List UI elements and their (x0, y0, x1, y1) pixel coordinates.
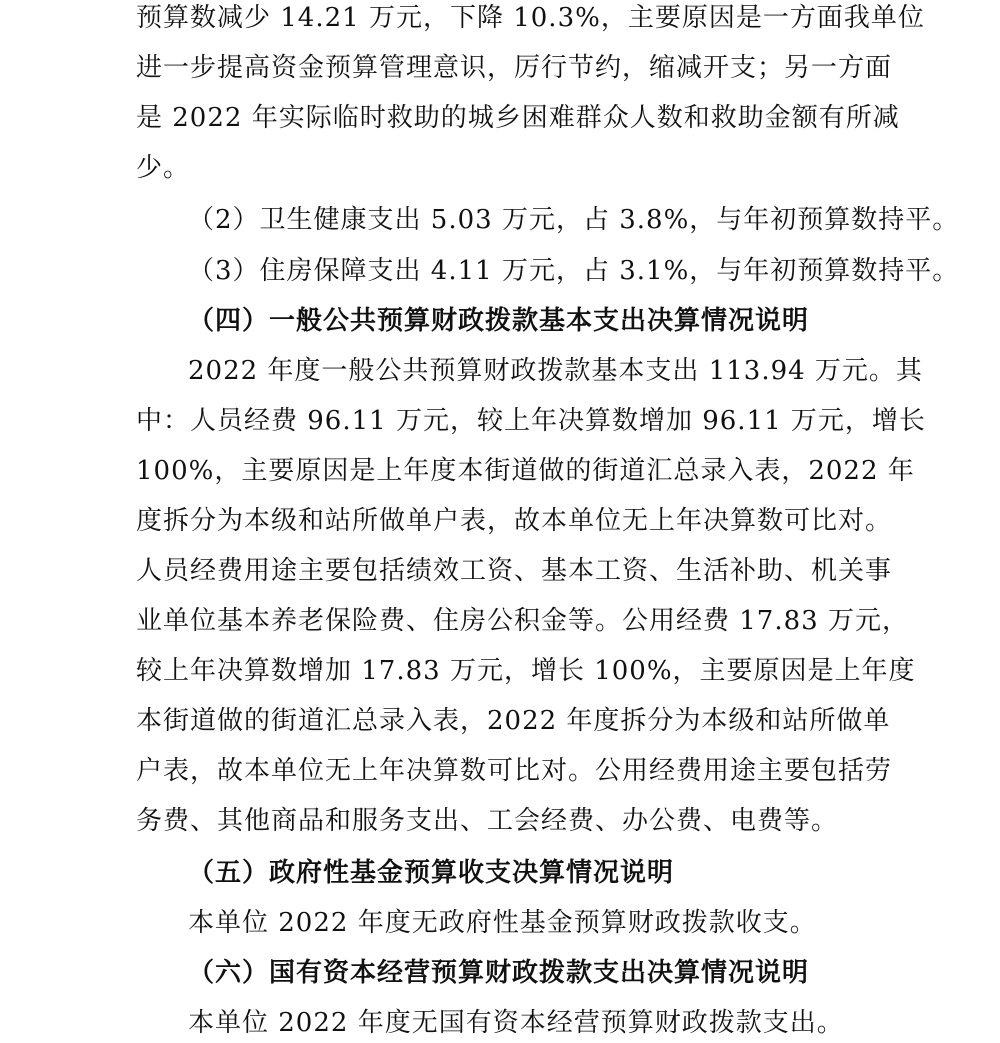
body-text-line: 本单位 2022 年度无政府性基金预算财政拨款收支。 (188, 908, 817, 938)
body-text-line: 务费、其他商品和服务支出、工会经费、办公费、电费等。 (136, 806, 839, 836)
body-text-line: 户表，故本单位无上年决算数可比对。公用经费用途主要包括劳 (136, 756, 893, 786)
body-text-line: 预算数减少 14.21 万元，下降 10.3%，主要原因是一方面我单位 (136, 3, 925, 33)
list-item-health-expense: （2）卫生健康支出 5.03 万元，占 3.8%，与年初预算数持平。 (188, 205, 960, 235)
body-text-line: 业单位基本养老保险费、住房公积金等。公用经费 17.83 万元， (136, 606, 909, 636)
body-text-line: 100%，主要原因是上年度本街道做的街道汇总录入表，2022 年 (136, 456, 915, 486)
body-text-line: 本单位 2022 年度无国有资本经营预算财政拨款支出。 (188, 1008, 844, 1038)
list-item-housing-expense: （3）住房保障支出 4.11 万元，占 3.1%，与年初预算数持平。 (188, 256, 960, 286)
body-text-line: 进一步提高资金预算管理意识，厉行节约，缩减开支；另一方面 (136, 53, 893, 83)
section-heading-5: （五）政府性基金预算收支决算情况说明 (188, 858, 675, 888)
body-text-line: 是 2022 年实际临时救助的城乡困难群众人数和救助金额有所减 (136, 103, 900, 133)
body-text-line: 较上年决算数增加 17.83 万元，增长 100%，主要原因是上年度 (136, 656, 916, 686)
body-text-line: 度拆分为本级和站所做单户表，故本单位无上年决算数可比对。 (136, 506, 893, 536)
body-text-line: 本街道做的街道汇总录入表，2022 年度拆分为本级和站所做单 (136, 706, 891, 736)
body-text-line: 中：人员经费 96.11 万元，较上年决算数增加 96.11 万元，增长 (136, 406, 926, 436)
body-text-line: 少。 (136, 153, 191, 183)
section-heading-4: （四）一般公共预算财政拨款基本支出决算情况说明 (188, 306, 810, 336)
body-text-line: 人员经费用途主要包括绩效工资、基本工资、生活补助、机关事 (136, 556, 893, 586)
section-heading-6: （六）国有资本经营预算财政拨款支出决算情况说明 (188, 958, 810, 988)
body-text-line: 2022 年度一般公共预算财政拨款基本支出 113.94 万元。其 (188, 356, 923, 386)
